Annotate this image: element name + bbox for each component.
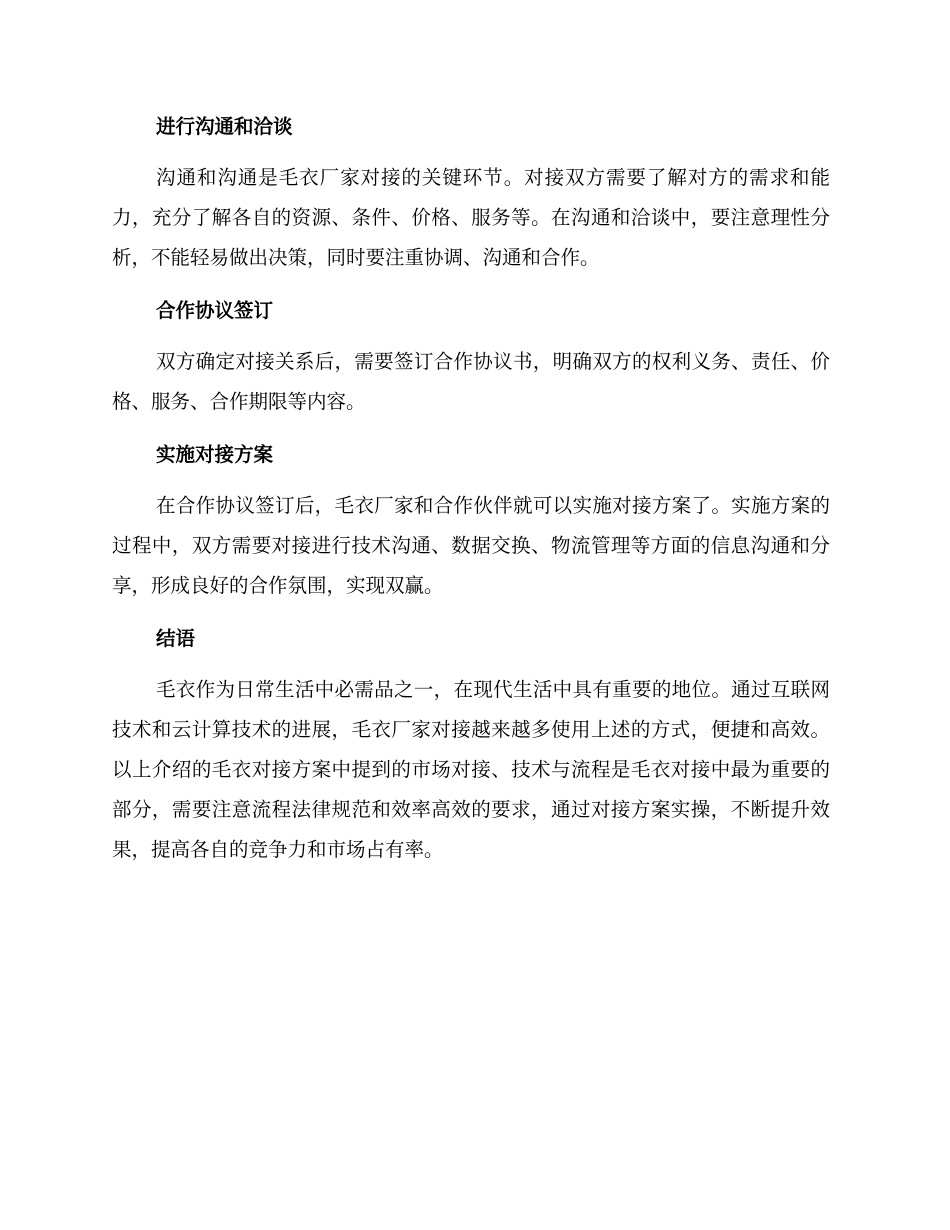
section-paragraph: 沟通和沟通是毛衣厂家对接的关键环节。对接双方需要了解对方的需求和能力，充分了解各自的资源、条件、价格、服务等。在沟通和洽谈中，要注意理性分析，不能轻易做出决策，同时要注重协调、沟通和合作。 [112, 166, 830, 269]
section-heading: 合作协议签订 [156, 299, 274, 322]
section-communication [112, 108, 830, 278]
section-agreement [112, 292, 830, 422]
section-heading: 结语 [156, 627, 196, 650]
document-page [112, 108, 830, 884]
section-heading: 进行沟通和洽谈 [156, 115, 293, 138]
section-conclusion [112, 620, 830, 870]
section-paragraph: 毛衣作为日常生活中必需品之一，在现代生活中具有重要的地位。通过互联网技术和云计算技术的进展，毛衣厂家对接越来越多使用上述的方式，便捷和高效。以上介绍的毛衣对接方案中提到的市场对接、技术与流程是毛衣对接中最为重要的部分，需要注意流程法律规范和效率高效的要求，通过对接方案实操，不断提升效果，提高各自的竞争力和市场占有率。 [112, 678, 830, 861]
section-heading: 实施对接方案 [156, 443, 274, 466]
section-implementation [112, 436, 830, 606]
section-paragraph: 双方确定对接关系后，需要签订合作协议书，明确双方的权利义务、责任、价格、服务、合作期限等内容。 [112, 350, 830, 413]
section-paragraph: 在合作协议签订后，毛衣厂家和合作伙伴就可以实施对接方案了。实施方案的过程中，双方需要对接进行技术沟通、数据交换、物流管理等方面的信息沟通和分享，形成良好的合作氛围，实现双赢。 [112, 494, 830, 597]
